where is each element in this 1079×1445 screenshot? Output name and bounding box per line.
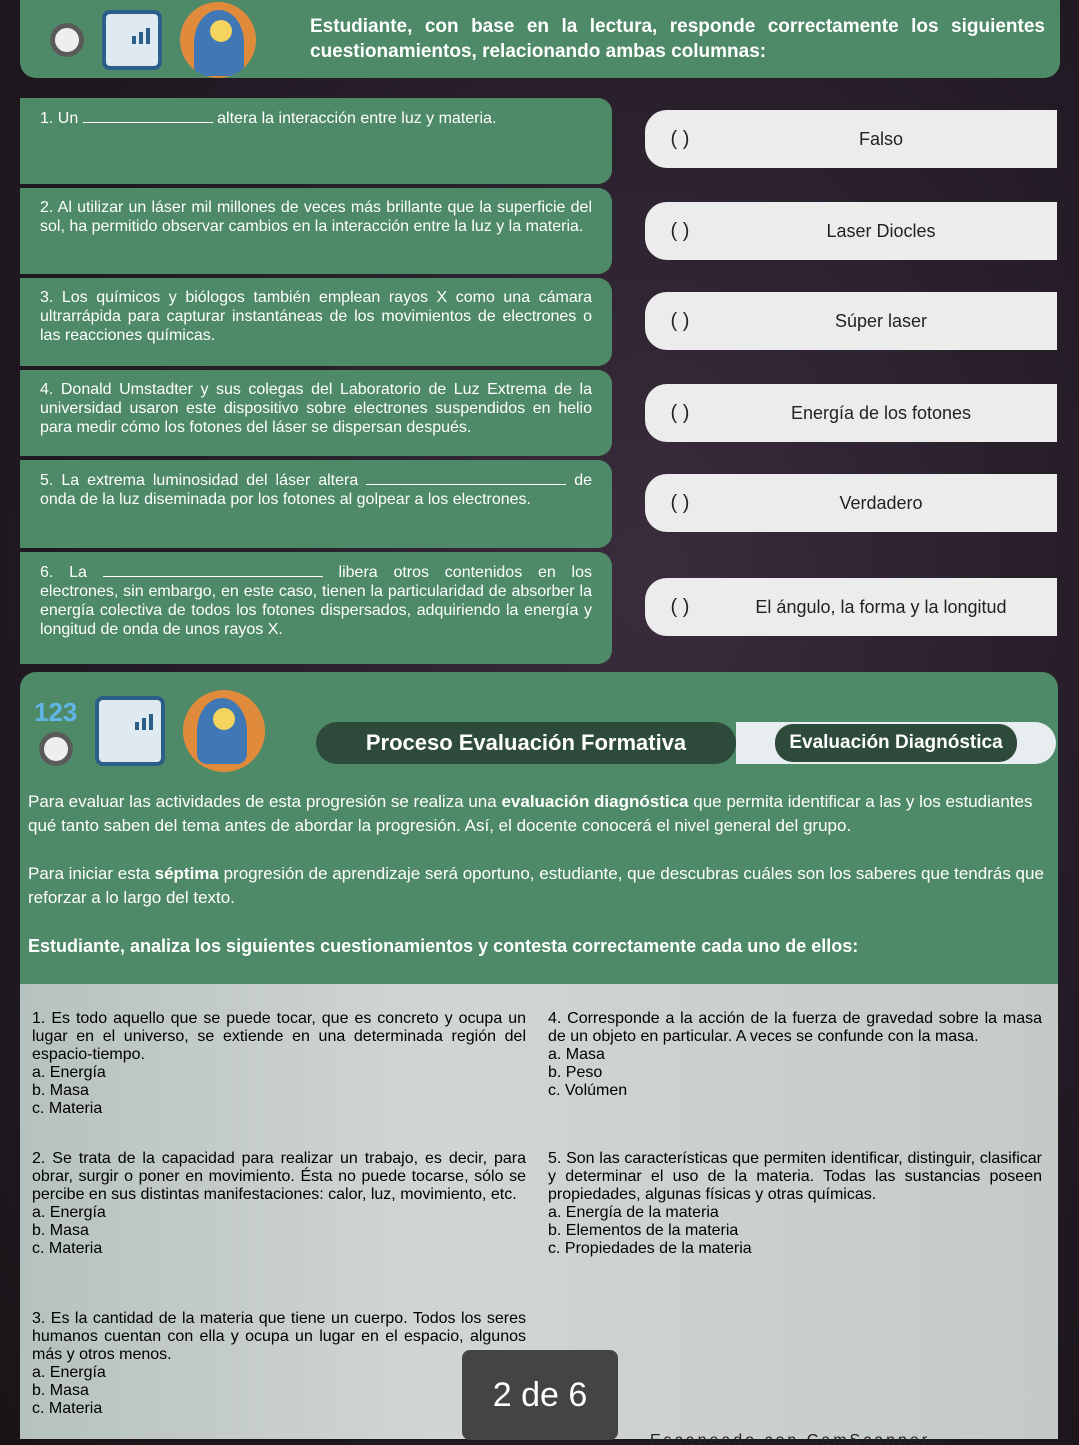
head-lightbulb-icon xyxy=(183,690,265,772)
question-text: 1. Es todo aquello que se puede tocar, que es concreto y ocupa un lugar en el universo, se extiende en una determinada región del espacio-tiempo. xyxy=(32,1010,526,1063)
option-b[interactable]: b. Peso xyxy=(548,1064,603,1081)
section-icons xyxy=(34,690,265,772)
question-text: de onda de la luz diseminada por los fotones al golpear a los electrones. xyxy=(40,472,592,508)
match-question-2 xyxy=(20,188,612,274)
quiz-question-2 xyxy=(32,1150,526,1258)
question-text: 4. Corresponde a la acción de la fuerza de gravedad sobre la masa de un objeto en particular. A veces se confunde con la masa. xyxy=(548,1010,1042,1045)
match-answer-5[interactable] xyxy=(645,474,1057,532)
answer-blank xyxy=(103,562,323,577)
clipboard-chart-icon xyxy=(102,10,162,70)
answer-text: Verdadero xyxy=(839,492,923,513)
gear-icon xyxy=(50,23,84,57)
question-text: 4. Donald Umstadter y sus colegas del Laboratorio de Luz Extrema de la universidad usaron este dispositivo sobre electrones suspendidos en helio para medir cómo los fotones del láser se dispersan después. xyxy=(40,381,592,436)
match-question-5 xyxy=(20,460,612,548)
option-b[interactable]: b. Masa xyxy=(32,1082,89,1099)
option-b[interactable]: b. Masa xyxy=(32,1382,89,1399)
option-b[interactable]: b. Masa xyxy=(32,1222,89,1239)
numbers-123-icon: 123 xyxy=(34,696,78,727)
option-a[interactable]: a. Energía xyxy=(32,1204,106,1221)
quiz-question-1 xyxy=(32,1010,526,1118)
question-text: 3. Es la cantidad de la materia que tiene un cuerpo. Todos los seres humanos cuentan con ella y ocupa un lugar en el espacio, algunos más y otros menos. xyxy=(32,1310,526,1363)
answer-text: Falso xyxy=(858,128,903,149)
option-c[interactable]: c. Materia xyxy=(32,1240,103,1257)
match-answer-1[interactable] xyxy=(645,110,1057,168)
match-answer-6[interactable] xyxy=(645,578,1057,636)
page-indicator: 2 de 6 xyxy=(462,1350,618,1440)
question-text: libera otros contenidos en los electrones, sin embargo, en este caso, tienen la particularidad de absorber la energía colectiva de todos los fotones dispersados, adquiriendo la energía y longitud de onda de unos rayos X. xyxy=(40,564,593,638)
answer-text: Súper laser xyxy=(834,310,928,331)
option-b[interactable]: b. Elementos de la materia xyxy=(548,1222,739,1239)
option-c[interactable]: c. Materia xyxy=(32,1400,103,1417)
gear-icon xyxy=(39,732,73,766)
match-question-1 xyxy=(20,98,612,184)
question-text: 5. La extrema luminosidad del láser altera xyxy=(40,472,359,489)
match-answer-2[interactable] xyxy=(645,202,1057,260)
question-text: 1. Un xyxy=(40,110,79,127)
option-c[interactable]: c. Materia xyxy=(32,1100,103,1117)
quiz-instruction: Estudiante, analiza los siguientes cuestionamientos y contesta correctamente cada uno de ellos: xyxy=(28,936,859,956)
option-c[interactable]: c. Propiedades de la materia xyxy=(548,1240,752,1257)
match-question-4 xyxy=(20,370,612,456)
answer-parenthesis[interactable]: ( ) xyxy=(670,401,690,424)
option-a[interactable]: a. Energía xyxy=(32,1364,106,1381)
option-a[interactable]: a. Masa xyxy=(548,1046,605,1063)
answer-text: Energía de los fotones xyxy=(790,402,972,423)
answer-parenthesis[interactable]: ( ) xyxy=(670,491,690,514)
badge-text: Evaluación Diagnóstica xyxy=(775,724,1016,762)
quiz-question-3 xyxy=(32,1310,526,1418)
question-text: 5. Son las características que permiten identificar, distinguir, clasificar y determinar el uso de la materia. Todas las sustancias poseen propiedades, algunas físicas y otras químicas. xyxy=(548,1150,1042,1203)
answer-parenthesis[interactable]: ( ) xyxy=(670,595,690,618)
match-answer-4[interactable] xyxy=(645,384,1057,442)
answer-blank xyxy=(83,108,213,123)
match-answer-3[interactable] xyxy=(645,292,1057,350)
answer-text: Laser Diocles xyxy=(826,220,936,241)
head-lightbulb-icon xyxy=(180,2,256,78)
section-title: Proceso Evaluación Formativa xyxy=(316,722,736,764)
question-text: 3. Los químicos y biólogos también emplean rayos X como una cámara ultrarrápida para capturar instantáneas de los movimientos de electrones o las reacciones químicas. xyxy=(40,289,592,344)
question-text: 2. Se trata de la capacidad para realizar un trabajo, es decir, para obrar, surgir o poner en movimiento. Ésta no puede tocarse, sólo se percibe en sus distintas manifestaciones: calor, luz, movimiento, etc. xyxy=(32,1150,526,1203)
magnifier-clipboard-icon xyxy=(95,696,165,766)
answer-parenthesis[interactable]: ( ) xyxy=(670,309,690,332)
question-text: altera la interacción entre luz y materia. xyxy=(217,110,497,127)
option-a[interactable]: a. Energía de la materia xyxy=(548,1204,719,1221)
answer-parenthesis[interactable]: ( ) xyxy=(670,219,690,242)
match-question-3 xyxy=(20,278,612,366)
answer-blank xyxy=(366,470,566,485)
answer-parenthesis[interactable]: ( ) xyxy=(670,127,690,150)
answer-text: El ángulo, la forma y la longitud xyxy=(755,596,1007,617)
intro-paragraph-2: Para iniciar esta séptima progresión de aprendizaje será oportuno, estudiante, que descubras cuáles son los saberes que tendrás que reforzar a lo largo del texto. xyxy=(28,864,1044,907)
header-title: Estudiante, con base en la lectura, responde correctamente los siguientes cuestionamientos, relacionando ambas columnas: xyxy=(310,16,1045,62)
quiz-question-5 xyxy=(548,1150,1042,1258)
quiz-question-4 xyxy=(548,1010,1042,1100)
scanner-watermark: Escaneado con CamScanner xyxy=(650,1432,931,1445)
header-icons xyxy=(50,2,256,78)
question-text: 2. Al utilizar un láser mil millones de veces más brillante que la superficie del sol, ha permitido observar cambios en la interacción entre la luz y la materia. xyxy=(40,199,592,235)
option-c[interactable]: c. Volúmen xyxy=(548,1082,628,1099)
match-question-6 xyxy=(20,552,612,664)
intro-paragraph-1: Para evaluar las actividades de esta progresión se realiza una evaluación diagnóstica que permita identificar a las y los estudiantes qué tanto saben del tema antes de abordar la progresión. Así, el docente conocerá el nivel general del grupo. xyxy=(28,792,1033,835)
section-badge xyxy=(736,722,1056,764)
option-a[interactable]: a. Energía xyxy=(32,1064,106,1081)
question-text: 6. La xyxy=(40,564,87,581)
